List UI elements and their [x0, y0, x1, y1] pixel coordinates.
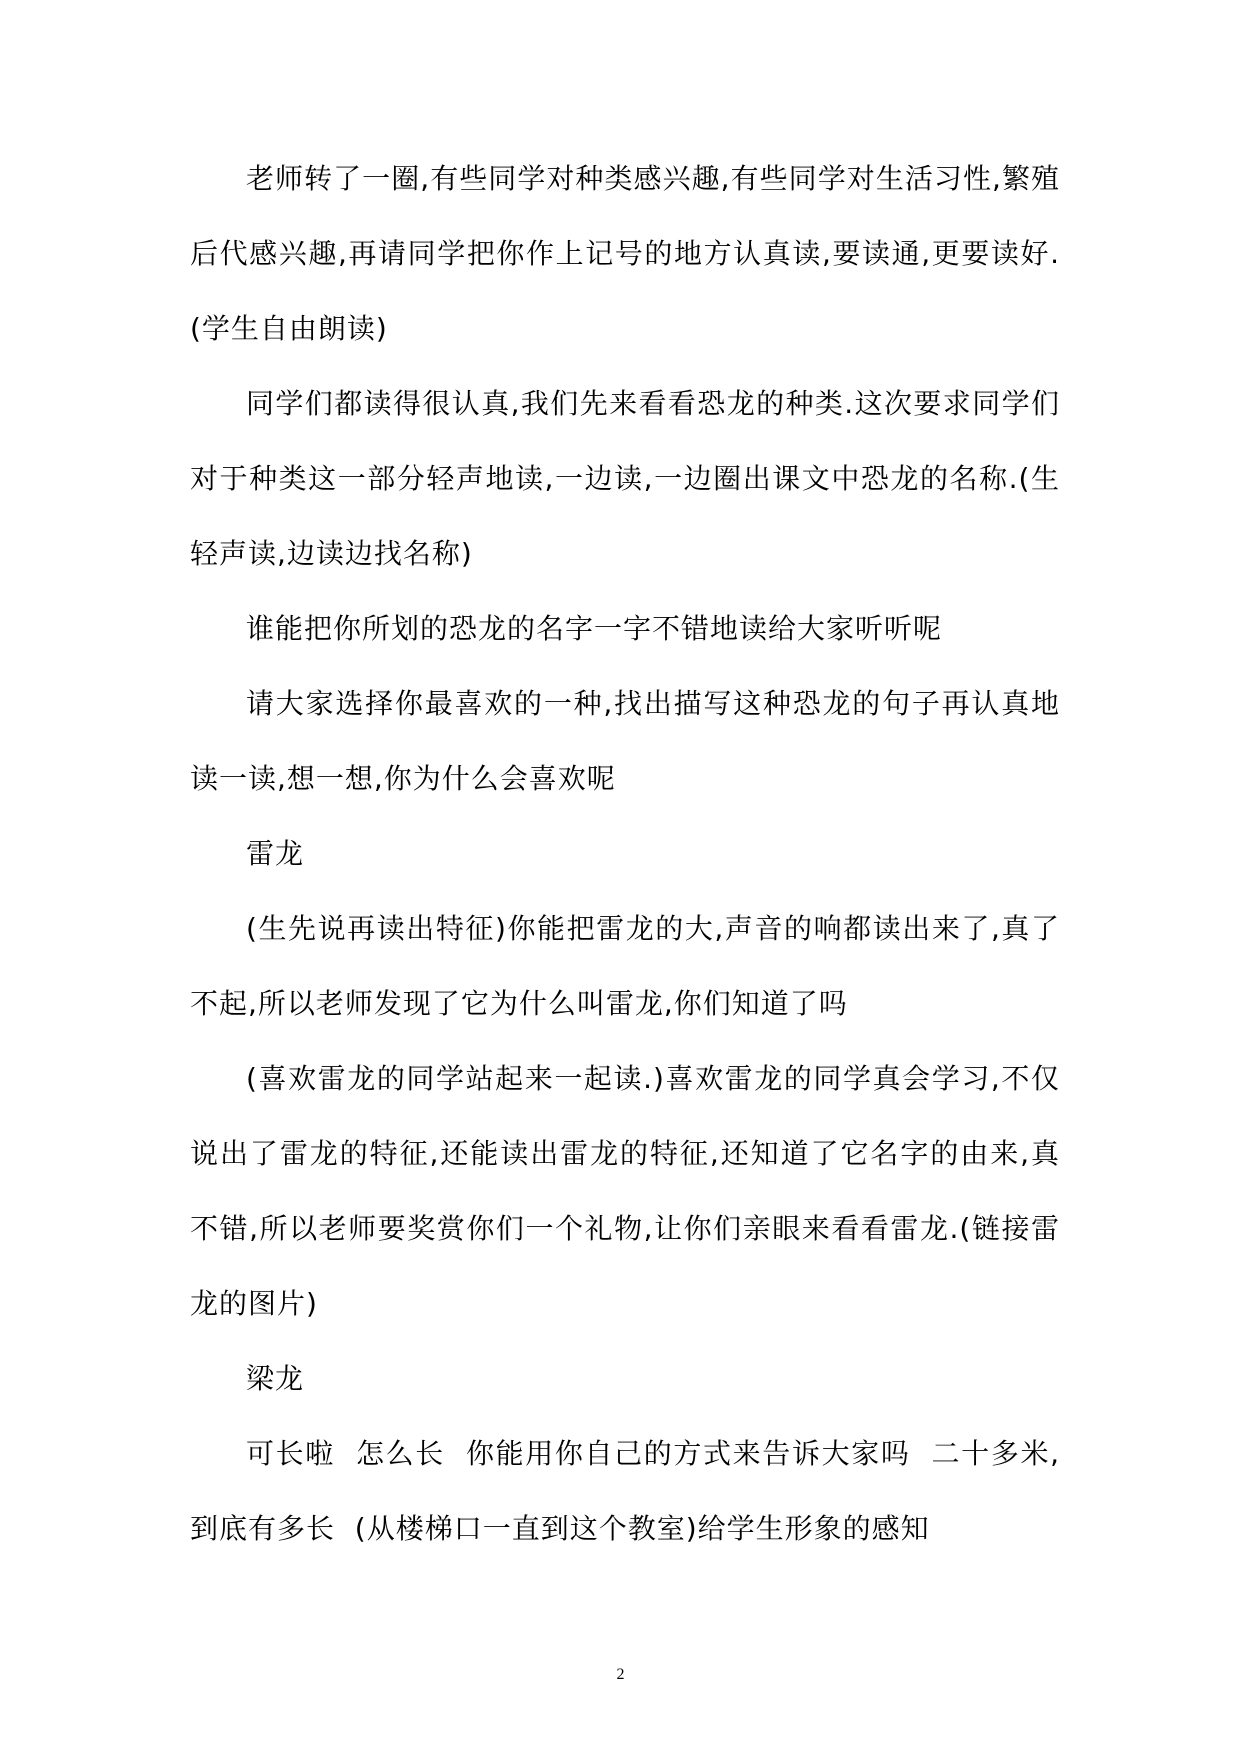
paragraph: 老师转了一圈,有些同学对种类感兴趣,有些同学对生活习性,繁殖后代感兴趣,再请同学把你作上记号的地方认真读,要读通,更要读好.(学生自由朗读)	[190, 162, 1060, 345]
paragraph: 请大家选择你最喜欢的一种,找出描写这种恐龙的句子再认真地读一读,想一想,你为什么会喜欢呢	[190, 687, 1060, 795]
paragraph: (生先说再读出特征)你能把雷龙的大,声音的响都读出来了,真了不起,所以老师发现了它为什么叫雷龙,你们知道了吗	[190, 912, 1060, 1020]
page-number: 2	[616, 1666, 625, 1683]
paragraph: (喜欢雷龙的同学站起来一起读.)喜欢雷龙的同学真会学习,不仅说出了雷龙的特征,还能读出雷龙的特征,还知道了它名字的由来,真不错,所以老师要奖赏你们一个礼物,让你们亲眼来看看雷龙.(链接雷龙的图片)	[190, 1062, 1060, 1320]
paragraph: 同学们都读得很认真,我们先来看看恐龙的种类.这次要求同学们对于种类这一部分轻声地读,一边读,一边圈出课文中恐龙的名称.(生轻声读,边读边找名称)	[190, 387, 1060, 570]
section-heading: 梁龙	[246, 1362, 305, 1395]
paragraph: 谁能把你所划的恐龙的名字一字不错地读给大家听听呢	[246, 612, 943, 645]
paragraph: 可长啦 怎么长 你能用你自己的方式来告诉大家吗 二十多米,到底有多长 (从楼梯口一直到这个教室)给学生形象的感知	[190, 1437, 1060, 1545]
body-text	[190, 141, 1060, 1566]
section-heading: 雷龙	[246, 837, 305, 870]
